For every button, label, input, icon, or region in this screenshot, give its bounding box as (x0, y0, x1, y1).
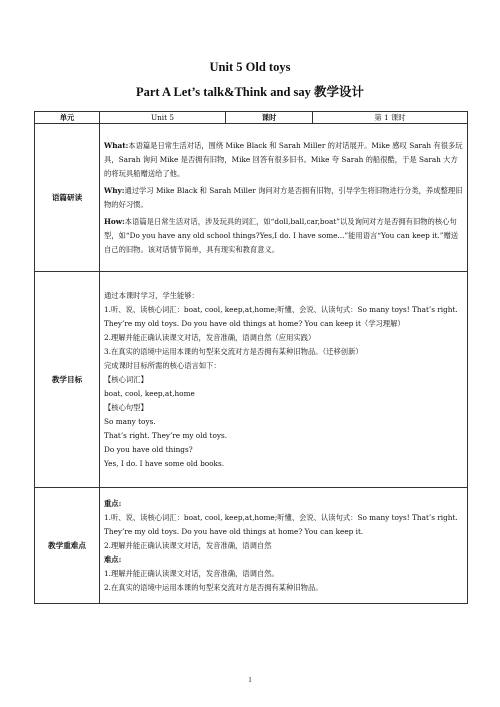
lesson-label: 课时 (226, 112, 313, 124)
unit-label: 单元 (35, 112, 100, 124)
difficult-heading: 难点: (104, 554, 122, 564)
keypoints-row (35, 488, 468, 604)
objective-line: Do you have old things? (104, 444, 193, 454)
difficult-line: 1.理解并能正确认读课文对话，发音准确，语调自然。 (104, 568, 279, 578)
difficult-line: 2.在真实的语境中运用本课的句型来交流对方是否拥有某种旧物品。 (104, 582, 323, 592)
analysis-content (100, 124, 468, 272)
what-text: 本语篇是日常生活对话，围绕 Mike Black 和 Sarah Miller 的对话展开。Mike 感叹 Sarah 有很多玩具，Sarah 询问 Mike 是否拥有旧物，Mike 回答有很多旧书。Mike 夸 Sarah 的船很酷，于是 Sarah 大方的将玩具船赠送给了他。 (104, 140, 463, 178)
lesson-value: 第 1 课时 (313, 112, 468, 124)
how-text: 本语篇是日常生活对话，涉及玩具的词汇，如“doll,ball,car,boat”以及询问对方是否拥有旧物的核心句型，如“Do you have any old school things?Yes,I do. I have some...”能用语言“You can keep it.”赠送自己的旧物。该对话情节简单，具有现实和教育意义。 (104, 216, 459, 254)
objective-line: 3.在真实的语境中运用本课的句型来交流对方是否拥有某种旧物品。（迁移创新） (104, 346, 363, 356)
why-heading: Why: (104, 185, 125, 195)
keypoints-content (100, 488, 468, 604)
document-subtitle: Part A Let’s talk&Think and say 教学设计 (135, 85, 365, 99)
unit-value: Unit 5 (100, 112, 226, 124)
page-number: 1 (248, 676, 252, 684)
document-title: Unit 5 Old toys (209, 60, 291, 74)
objective-line: 通过本课时学习，学生能够： (104, 290, 199, 300)
header-row (35, 112, 468, 124)
why-text: 通过学习 Mike Black 和 Sarah Miller 询问对方是否拥有旧物，引导学生将旧物进行分类，养成整理旧物的好习惯。 (104, 185, 463, 209)
objective-line: That’s right. They’re my old toys. (104, 430, 228, 440)
keypoints-label: 教学重难点 (35, 488, 100, 604)
lesson-plan-table (34, 111, 468, 604)
objectives-label: 教学目标 (35, 272, 100, 488)
objective-line: 【核心句型】 (104, 402, 148, 412)
what-heading: What: (104, 140, 129, 150)
objective-line: boat, cool, keep,at,home (104, 388, 195, 398)
objectives-content (100, 272, 468, 488)
focus-line: 1.听、说、读核心词汇：boat, cool, keep,at,home;听懂、会说、认读句式：So many toys! That’s right. They’re my old toys. Do you have old things at home? You can keep it. (104, 512, 458, 536)
focus-line: 2.理解并能正确认读课文对话，发音准确，语调自然 (104, 540, 272, 550)
objective-line: 1.听、说、读核心词汇：boat, cool, keep,at,home;听懂、会说、认读句式：So many toys! That’s right. They’re my old toys. Do you have old things at home? You can keep it（学习理解） (104, 304, 458, 328)
what-paragraph (104, 139, 463, 181)
objective-line: 完成课时目标所需的核心语言如下： (104, 360, 221, 370)
objective-line: So many toys. (104, 416, 156, 426)
focus-heading: 重点: (104, 498, 122, 508)
how-heading: How: (104, 216, 125, 226)
how-paragraph (104, 215, 463, 257)
analysis-label: 语篇研读 (35, 124, 100, 272)
objective-line: 【核心词汇】 (104, 374, 148, 384)
objective-line: 2.理解并能正确认读课文对话，发音准确，语调自然（应用实践） (104, 332, 316, 342)
objective-line: Yes, I do. I have some old books. (104, 458, 225, 468)
objectives-row (35, 272, 468, 488)
why-paragraph (104, 184, 463, 212)
analysis-row (35, 124, 468, 272)
